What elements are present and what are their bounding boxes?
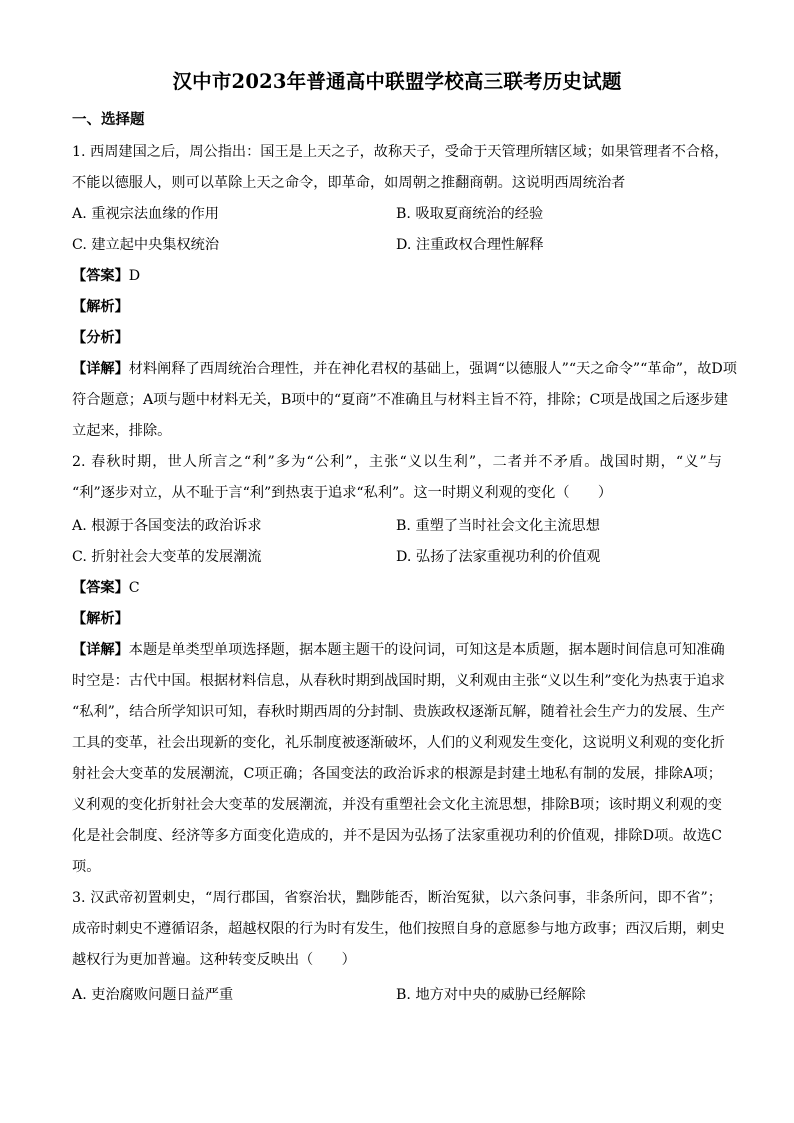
q2-answer: [72, 577, 140, 597]
q2-option-d: D. 弘扬了法家重视功利的价值观: [396, 549, 601, 565]
q2-stem-line-1: 2. 春秋时期，世人所言之“利”多为“公利”，主张“义以生利”，二者并不矛盾。战国时期，“义”与: [72, 454, 722, 470]
q1-detail-line-3: 立起来，排除。: [72, 423, 172, 439]
q1-answer: [72, 265, 140, 285]
q1-option-d: D. 注重政权合理性解释: [396, 237, 544, 253]
q1-fenxi-tag: 【分析】: [72, 330, 129, 346]
q3-option-b: B. 地方对中央的威胁已经解除: [396, 987, 586, 1003]
q2-detail-line-7: 化是社会制度、经济等多方面变化造成的，并不是因为弘扬了法家重视功利的价值观，排除D项。故选C: [72, 828, 722, 844]
q2-detail-line-6: 义利观的变化折射社会大变革的发展潮流，并没有重塑社会文化主流思想，排除B项；该时期义利观的变: [72, 797, 722, 813]
q3-stem-line-3: 越权行为更加普遍。这种转变反映出（ ）: [72, 952, 356, 968]
q1-analysis-tag: 【解析】: [72, 299, 129, 315]
q2-option-c: C. 折射社会大变革的发展潮流: [72, 549, 262, 565]
detail-text: 材料阐释了西周统治合理性，并在神化君权的基础上，强调“以德服人”“天之命令”“革命”，故D项: [128, 361, 737, 377]
q2-option-a: A. 根源于各国变法的政治诉求: [72, 518, 262, 534]
q2-detail-line-1: [72, 639, 725, 659]
q1-option-b: B. 吸取夏商统治的经验: [396, 206, 544, 222]
detail-tag: 【详解】: [72, 361, 129, 377]
q3-stem-line-1: 3. 汉武帝初置刺史，“周行郡国，省察治状，黜陟能否，断治冤狱，以六条问事，非条所问，即不省”；: [72, 890, 722, 906]
q1-stem-line-1: 1. 西周建国之后，周公指出：国王是上天之子，故称天子，受命于天管理所辖区域；如果管理者不合格，: [72, 144, 729, 160]
q2-detail-line-3: “私利”，结合所学知识可知，春秋时期西周的分封制、贵族政权逐渐瓦解，随着社会生产力的发展、生产: [72, 704, 725, 720]
answer-value: D: [128, 268, 141, 284]
answer-tag: 【答案】: [72, 580, 129, 596]
q1-stem-line-2: 不能以德服人，则可以革除上天之命令，即革命，如周朝之推翻商朝。这说明西周统治者: [72, 175, 626, 191]
section-heading: 一、选择题: [72, 111, 145, 128]
answer-value: C: [128, 580, 140, 596]
detail-text: 本题是单类型单项选择题，据本题主题干的设问词，可知这是本质题，据本题时间信息可知准确: [128, 642, 725, 658]
q2-option-b: B. 重塑了当时社会文化主流思想: [396, 518, 600, 534]
q1-detail-line-1: [72, 358, 737, 378]
page-title: 汉中市2023年普通高中联盟学校高三联考历史试题: [172, 70, 622, 93]
q1-option-a: A. 重视宗法血缘的作用: [72, 206, 219, 222]
q2-analysis-tag: 【解析】: [72, 611, 129, 627]
q2-detail-line-4: 工具的变革，社会出现新的变化，礼乐制度被逐渐破坏，人们的义利观发生变化，这说明义利观的变化折: [72, 735, 725, 751]
q1-option-c: C. 建立起中央集权统治: [72, 237, 220, 253]
q2-detail-line-2: 时空是：古代中国。根据材料信息，从春秋时期到战国时期，义利观由主张“义以生利”变化为热衷于追求: [72, 673, 725, 689]
q3-option-a: A. 吏治腐败问题日益严重: [72, 987, 234, 1003]
q2-detail-line-5: 射社会大变革的发展潮流，C项正确；各国变法的政治诉求的根源是封建土地私有制的发展，排除A项；: [72, 766, 722, 782]
q2-stem-line-2: “利”逐步对立，从不耻于言“利”到热衷于追求“私利”。这一时期义利观的变化（ ）: [72, 485, 613, 501]
detail-tag: 【详解】: [72, 642, 129, 658]
q2-detail-line-8: 项。: [72, 859, 101, 875]
answer-tag: 【答案】: [72, 268, 129, 284]
q1-detail-line-2: 符合题意；A项与题中材料无关，B项中的“夏商”不准确且与材料主旨不符，排除；C项是战国之后逐步建: [72, 392, 729, 408]
q3-stem-line-2: 成帝时刺史不遵循诏条，超越权限的行为时有发生，他们按照自身的意愿参与地方政事；西汉后期，刺史: [72, 921, 725, 937]
